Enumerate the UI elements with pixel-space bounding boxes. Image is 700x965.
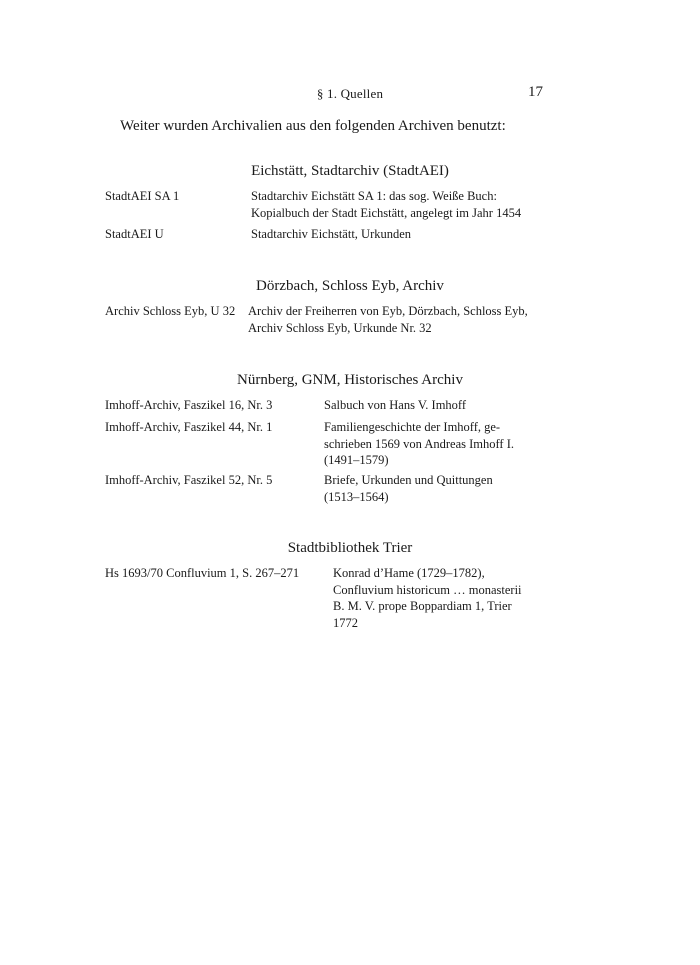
entry-description <box>251 188 521 221</box>
entry-key: Imhoff-Archiv, Faszikel 52, Nr. 5 <box>105 473 273 487</box>
entry-description-line: Kopialbuch der Stadt Eichstätt, angelegt im Jahr 1454 <box>251 205 522 220</box>
entry-description-line: Confluvium historicum … monasterii <box>333 582 522 597</box>
section-heading-eichstaett: Eichstätt, Stadtarchiv (StadtAEI) <box>251 163 449 179</box>
entry-description-line: 1772 <box>333 615 358 630</box>
entry-description-line: Salbuch von Hans V. Imhoff <box>324 398 467 412</box>
entry-description-line: schrieben 1569 von Andreas Imhoff I. <box>324 436 515 451</box>
section-heading-doerzbach: Dörzbach, Schloss Eyb, Archiv <box>256 278 444 294</box>
page-number: 17 <box>528 84 543 100</box>
entry-description-line: Stadtarchiv Eichstätt SA 1: das sog. Weiße Buch: <box>251 189 497 203</box>
running-head: § 1. Quellen <box>316 86 384 101</box>
entry-description-line: (1491–1579) <box>324 453 389 467</box>
entry-description <box>251 226 411 243</box>
entry-key: Imhoff-Archiv, Faszikel 16, Nr. 3 <box>105 398 273 412</box>
entry-description-line: Archiv Schloss Eyb, Urkunde Nr. 32 <box>248 320 432 335</box>
entry-description-line: (1513–1564) <box>324 489 389 504</box>
entry-description-line: Archiv der Freiherren von Eyb, Dörzbach, Schloss Eyb, <box>248 304 528 318</box>
section-heading-trier: Stadtbibliothek Trier <box>287 540 413 556</box>
entry-description-line: Stadtarchiv Eichstätt, Urkunden <box>251 227 412 241</box>
entry-description <box>324 397 466 414</box>
section-heading-nuernberg: Nürnberg, GNM, Historisches Archiv <box>237 372 463 388</box>
entry-key: Hs 1693/70 Confluvium 1, S. 267–271 <box>105 566 300 580</box>
entry-description <box>333 565 522 631</box>
entry-description-line: Konrad d’Hame (1729–1782), <box>333 566 485 580</box>
entry-key: Imhoff-Archiv, Faszikel 44, Nr. 1 <box>105 420 273 434</box>
entry-description-line: B. M. V. prope Boppardiam 1, Trier <box>333 599 512 613</box>
entry-description <box>324 419 514 469</box>
entry-key: StadtAEI SA 1 <box>105 189 180 203</box>
entry-key: Archiv Schloss Eyb, U 32 <box>105 304 236 318</box>
entry-key: StadtAEI U <box>105 227 164 241</box>
entry-description <box>324 472 493 505</box>
intro-sentence: Weiter wurden Archivalien aus den folgenden Archiven benutzt: <box>120 118 506 134</box>
entry-description <box>248 303 528 336</box>
entry-description-line: Familiengeschichte der Imhoff, ge- <box>324 420 501 434</box>
entry-description-line: Briefe, Urkunden und Quittungen <box>324 473 493 487</box>
